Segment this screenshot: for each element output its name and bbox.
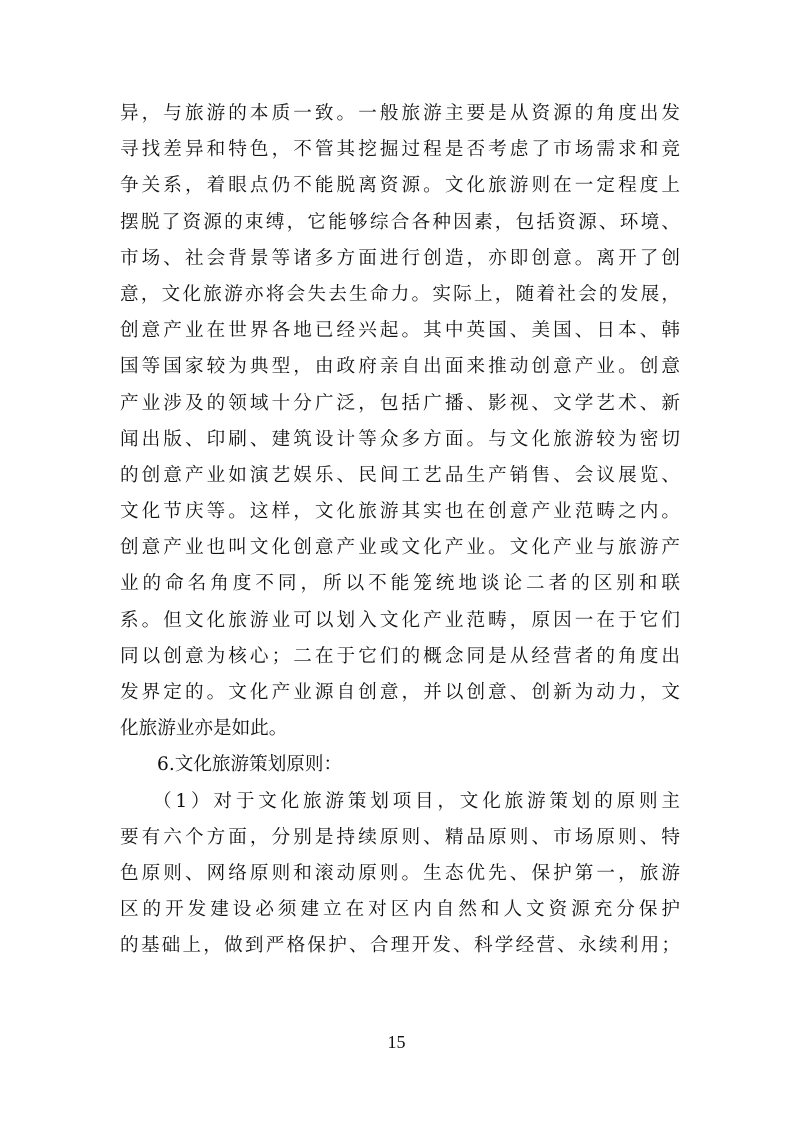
- text-line: 国等国家较为典型，由政府亲自出面来推动创意产业。创意: [120, 356, 680, 378]
- text-line: 同以创意为核心；二在于它们的概念同是从经营者的角度出: [120, 645, 680, 667]
- text-line: 产业涉及的领域十分广泛，包括广播、影视、文学艺术、新: [120, 392, 680, 414]
- text-line: 意，文化旅游亦将会失去生命力。实际上，随着社会的发展，: [120, 283, 680, 305]
- text-line: 寻找差异和特色，不管其挖掘过程是否考虑了市场需求和竞: [120, 139, 680, 161]
- text-line: 异，与旅游的本质一致。一般旅游主要是从资源的角度出发: [120, 103, 680, 124]
- page-number: 15: [387, 1032, 406, 1052]
- text-line: 的基础上，做到严格保护、合理开发、科学经营、永续利用；: [120, 935, 680, 957]
- text-line: 争关系，着眼点仍不能脱离资源。文化旅游则在一定程度上: [120, 175, 680, 197]
- text-line: 创意产业也叫文化创意产业或文化产业。文化产业与旅游产: [120, 537, 680, 559]
- text-line: 区的开发建设必须建立在对区内自然和人文资源充分保护: [120, 899, 680, 921]
- text-line: 闻出版、印刷、建筑设计等众多方面。与文化旅游较为密切: [120, 428, 680, 450]
- text-line: 摆脱了资源的束缚，它能够综合各种因素，包括资源、环境、: [120, 211, 680, 233]
- text-line: （1）对于文化旅游策划项目，文化旅游策划的原则主: [153, 790, 680, 812]
- text-line: 色原则、网络原则和滚动原则。生态优先、保护第一，旅游: [120, 862, 680, 884]
- text-line: 发界定的。文化产业源自创意，并以创意、创新为动力，文: [120, 682, 680, 703]
- text-line: 要有六个方面，分别是持续原则、精品原则、市场原则、特: [120, 826, 680, 848]
- text-line: 系。但文化旅游业可以划入文化产业范畴，原因一在于它们: [120, 609, 680, 631]
- text-line: 创意产业在世界各地已经兴起。其中英国、美国、日本、韩: [120, 320, 680, 342]
- section-heading: 6.文化旅游策划原则：: [157, 754, 343, 776]
- text-line: 的创意产业如演艺娱乐、民间工艺品生产销售、会议展览、: [120, 464, 680, 486]
- text-line: 文化节庆等。这样，文化旅游其实也在创意产业范畴之内。: [120, 501, 680, 523]
- body-text: [120, 96, 680, 965]
- text-line: 市场、社会背景等诸多方面进行创造，亦即创意。离开了创: [120, 247, 680, 269]
- text-line: 化旅游业亦是如此。: [120, 718, 288, 740]
- text-line: 业的命名角度不同，所以不能笼统地谈论二者的区别和联: [120, 573, 680, 595]
